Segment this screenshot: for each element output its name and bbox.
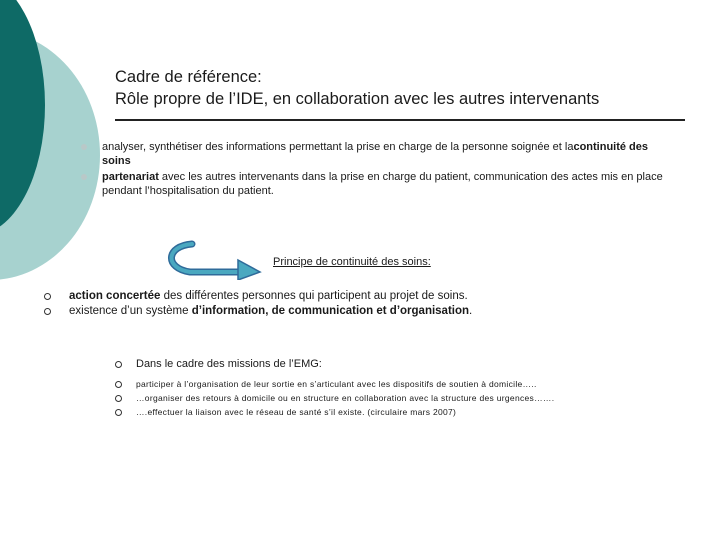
bullet-ring-icon [115,395,122,402]
curved-arrow-icon [160,238,272,280]
mid-bullet-1 [44,289,684,304]
principle-heading: Principe de continuité des soins: [273,256,431,268]
bullet-ring-icon [44,293,51,300]
title-underline [115,119,685,121]
bullet-bold-text: d’information, de communication et d’organisation [191,305,470,317]
top-bullet-2 [78,170,678,198]
emg-item-text: …organiser des retours à domicile ou en structure en collaboration avec la structure des urgences……. [136,393,555,403]
bullet-bold-text: partenariat [102,171,159,183]
bullet-bold-text: action concertée [69,290,161,302]
bullet-text: existence d’un système [69,305,192,317]
bullet-ring-icon [115,361,122,368]
title-line-1: Cadre de référence: [115,68,262,86]
emg-list [113,357,703,419]
bullet-bold-text: continuité des soins [102,141,649,167]
top-bullet-1 [78,140,678,168]
mid-bullet-2 [44,304,684,319]
bullet-ring-icon [115,409,122,416]
emg-item-text: ….effectuer la liaison avec le réseau de santé s’il existe. (circulaire mars 2007) [136,407,457,417]
mid-bullet-list [44,289,684,319]
emg-item-3 [113,405,703,419]
bullet-dot-icon [81,144,87,150]
emg-heading-text: Dans le cadre des missions de l’EMG: [136,358,322,370]
emg-item-2 [113,391,703,405]
bullet-text-after: des différentes personnes qui participent au projet de soins. [160,290,468,302]
bullet-text-after: . [469,305,473,317]
bullet-text-after: avec les autres intervenants dans la prise en charge du patient, communication des actes mis en place pendant l’hospitalisation du patient. [102,171,663,197]
bullet-ring-icon [44,308,51,315]
emg-heading [113,357,703,371]
title-line-2: Rôle propre de l’IDE, en collaboration avec les autres intervenants [115,90,600,108]
bullet-ring-icon [115,381,122,388]
emg-item-text: participer à l’organisation de leur sortie en s’articulant avec les dispositifs de soutien à domicile….. [136,379,537,389]
slide-title [115,66,599,110]
bullet-dot-icon [81,174,87,180]
top-bullet-list [78,140,678,200]
bullet-text: analyser, synthétiser des informations permettant la prise en charge de la personne soignée et la [102,141,574,153]
emg-item-1 [113,377,703,391]
